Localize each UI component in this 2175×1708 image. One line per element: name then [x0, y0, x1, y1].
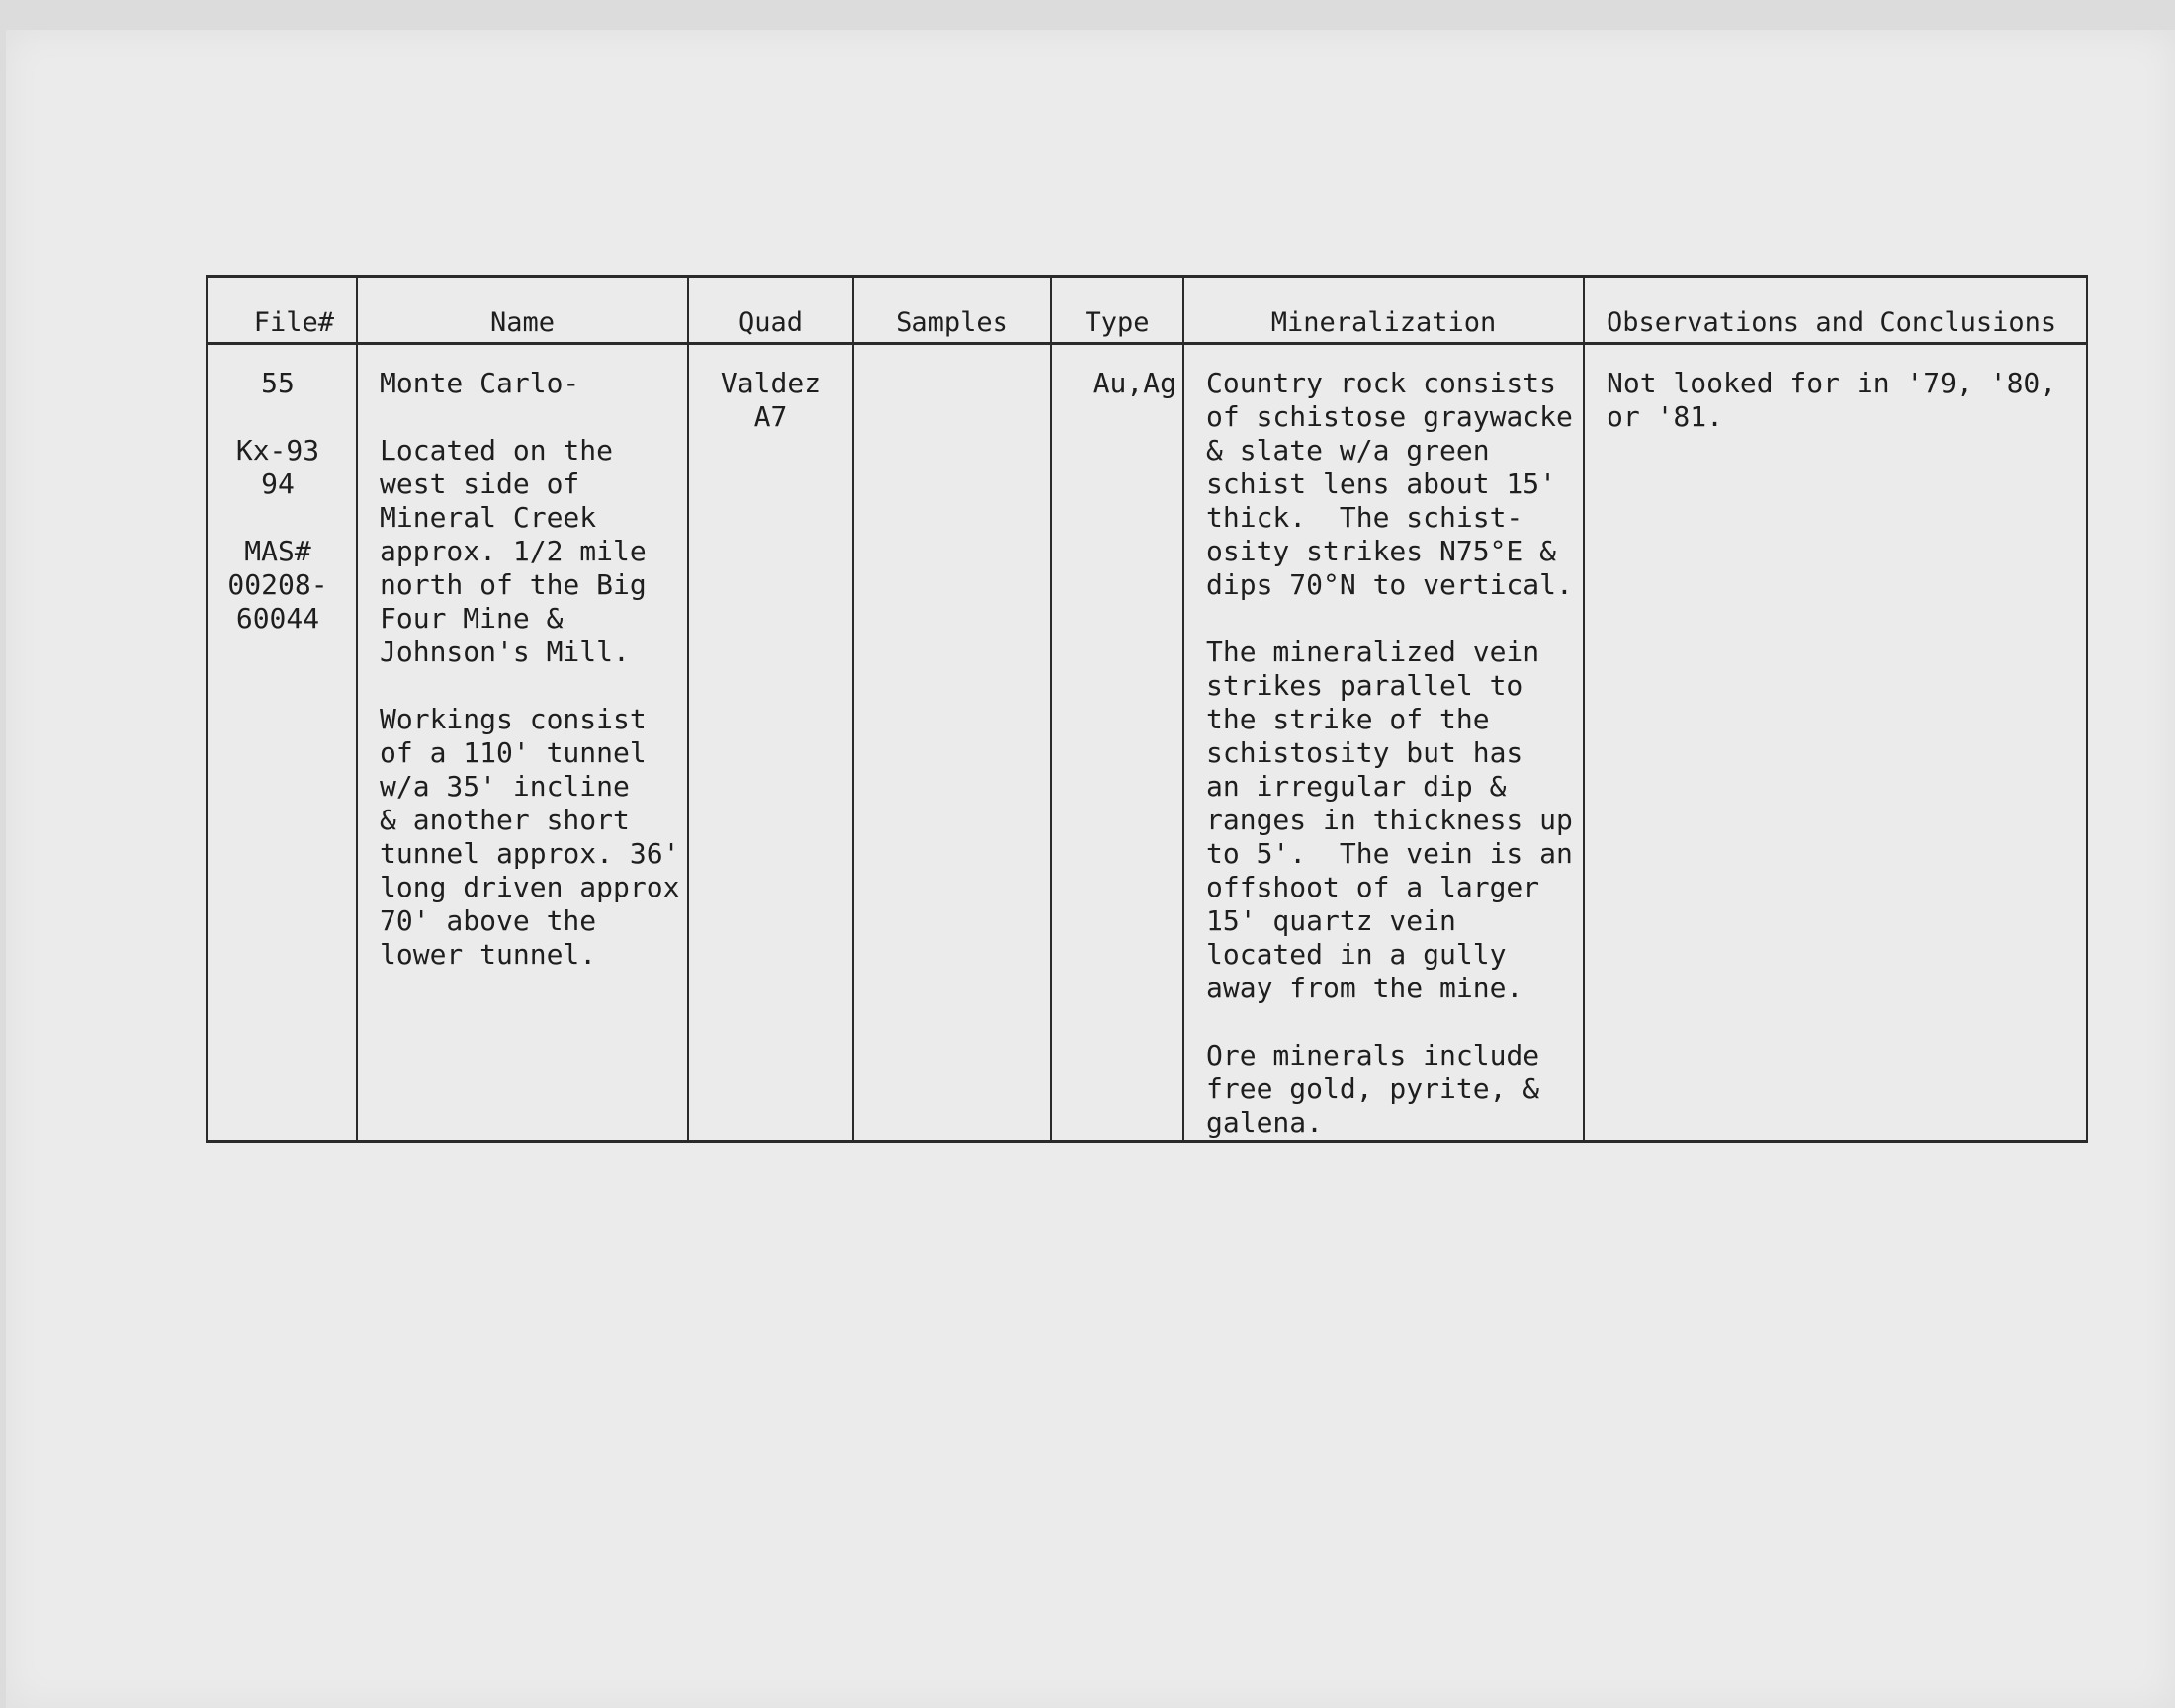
header-samples: Samples [853, 277, 1051, 344]
header-quad: Quad [688, 277, 853, 344]
table-row [207, 344, 2087, 1142]
cell-quad: Valdez A7 [688, 344, 853, 1142]
header-observations: Observations and Conclusions [1584, 277, 2087, 344]
cell-mineralization: Country rock consists of schistose graywacke & slate w/a green schist lens about 15' thick. The schist- osity strikes N75°E & dips 70°N to vertical. The mineralized vein strikes parallel to the strike of the schistosity but has an irregular dip & ranges in thickness up to 5'. The vein is an offshoot of a larger 15' quartz vein located in a gully away from the mine. Ore minerals include free gold, pyrite, & galena. [1183, 344, 1584, 1142]
cell-file: 55 Kx-93 94 MAS# 00208- 60044 [207, 344, 357, 1142]
cell-type: Au,Ag [1051, 344, 1183, 1142]
cell-name: Monte Carlo- Located on the west side of Mineral Creek approx. 1/2 mile north of the Big Four Mine & Johnson's Mill. Workings consist of a 110' tunnel w/a 35' incline & another short tunnel approx. 36' long driven approx 70' above the lower tunnel. [357, 344, 688, 1142]
header-mineralization: Mineralization [1183, 277, 1584, 344]
header-file: File# [207, 277, 357, 344]
header-row [207, 277, 2087, 344]
mine-record-table [206, 275, 2088, 1143]
document-page [6, 30, 2175, 1708]
header-name: Name [357, 277, 688, 344]
header-type: Type [1051, 277, 1183, 344]
cell-samples [853, 344, 1051, 1142]
cell-observations: Not looked for in '79, '80, or '81. [1584, 344, 2087, 1142]
